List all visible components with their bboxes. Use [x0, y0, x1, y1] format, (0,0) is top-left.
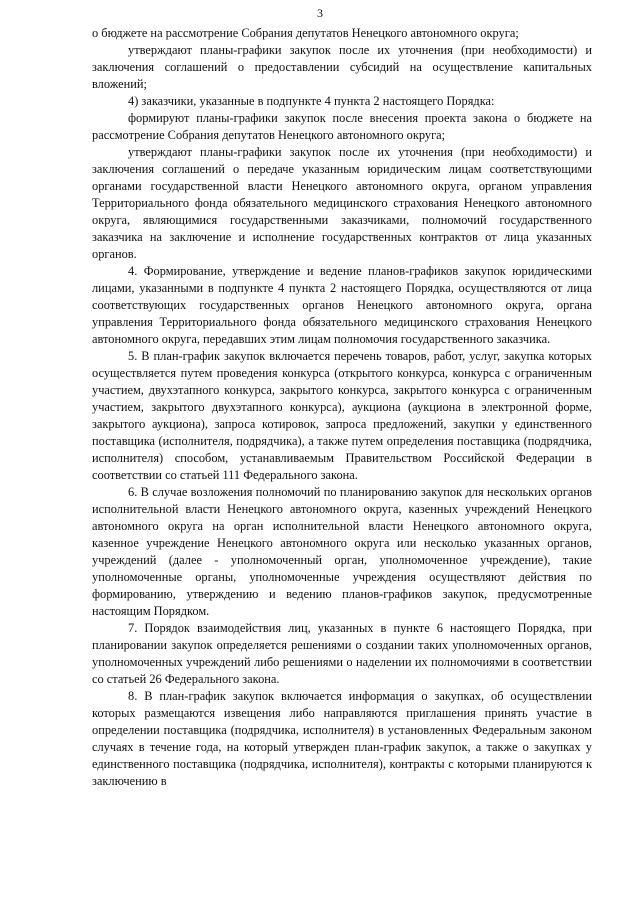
paragraph: 7. Порядок взаимодействия лиц, указанных в пункте 6 настоящего Порядка, при планировании закупок определяется решениями о создании таких уполномоченных органов, уполномоченных учреждений либо решениями о наделении их полномочиями в соответствии со статьей 26 Федерального закона. — [92, 621, 592, 686]
paragraph: 8. В план-график закупок включается информация о закупках, об осуществлении которых размещаются извещения либо направляются приглашения принять участие в определении поставщика (подрядчика, исполнителя) в установленных Федеральным законом случаях в течение года, на который утвержден план-график закупок, а также о закупках у единственного поставщика (подрядчика, исполнителя), контракты с которыми планируются к заключению в — [92, 689, 592, 788]
paragraph: утверждают планы-графики закупок после их уточнения (при необходимости) и заключения соглашений о передаче указанным юридическим лицам соответствующими органами государственной власти Ненецкого автономного округа, органом управления Территориального фонда обязательного медицинского страхования Ненецкого автономного округа, являющимися государственными заказчиками, полномочий государственного заказчика на заключение и исполнение государственных контрактов от лица указанных органов. — [92, 145, 592, 261]
paragraph: 5. В план-график закупок включается перечень товаров, работ, услуг, закупка которых осуществляется путем проведения конкурса (открытого конкурса, конкурса с ограниченным участием, двухэтапного конкурса, закрытого конкурса, закрытого конкурса с ограниченным участием, закрытого двухэтапного конкурса), аукциона (аукциона в электронной форме, закрытого аукциона), запроса котировок, запроса предложений, закупки у единственного поставщика (исполнителя, подрядчика), а также путем определения поставщика (подрядчика, исполнителя) способом, устанавливаемым Правительством Российской Федерации в соответствии со статьей 111 Федерального закона. — [92, 349, 592, 482]
paragraph: о бюджете на рассмотрение Собрания депутатов Ненецкого автономного округа; — [92, 26, 519, 40]
paragraph: 4. Формирование, утверждение и ведение планов-графиков закупок юридическими лицами, указанными в подпункте 4 пункта 2 настоящего Порядка, осуществляются от лица соответствующих государственных органов Ненецкого автономного округа, органа управления Территориального фонда обязательного медицинского страхования Ненецкого автономного округа, передавших этим лицам полномочия государственного заказчика. — [92, 264, 592, 346]
paragraph: утверждают планы-графики закупок после их уточнения (при необходимости) и заключения соглашений о предоставлении субсидий на осуществление капитальных вложений; — [92, 43, 592, 91]
page-number: 3 — [317, 6, 323, 20]
paragraph: 4) заказчики, указанные в подпункте 4 пункта 2 настоящего Порядка: — [128, 94, 495, 108]
paragraph: формируют планы-графики закупок после внесения проекта закона о бюджете на рассмотрение Собрания депутатов Ненецкого автономного округа; — [92, 111, 592, 142]
document-body — [92, 25, 592, 790]
paragraph: 6. В случае возложения полномочий по планированию закупок для нескольких органов исполнительной власти Ненецкого автономного округа, казенных учреждений Ненецкого автономного округа на орган исполнительной власти Ненецкого автономного округа, казенное учреждение Ненецкого автономного округа или несколько указанных органов, учреждений (далее - уполномоченный орган, уполномоченное учреждение), такие уполномоченные органы, уполномоченные учреждения осуществляют действия по формированию, утверждению и ведению планов-графиков закупок, предусмотренные настоящим Порядком. — [92, 485, 592, 618]
